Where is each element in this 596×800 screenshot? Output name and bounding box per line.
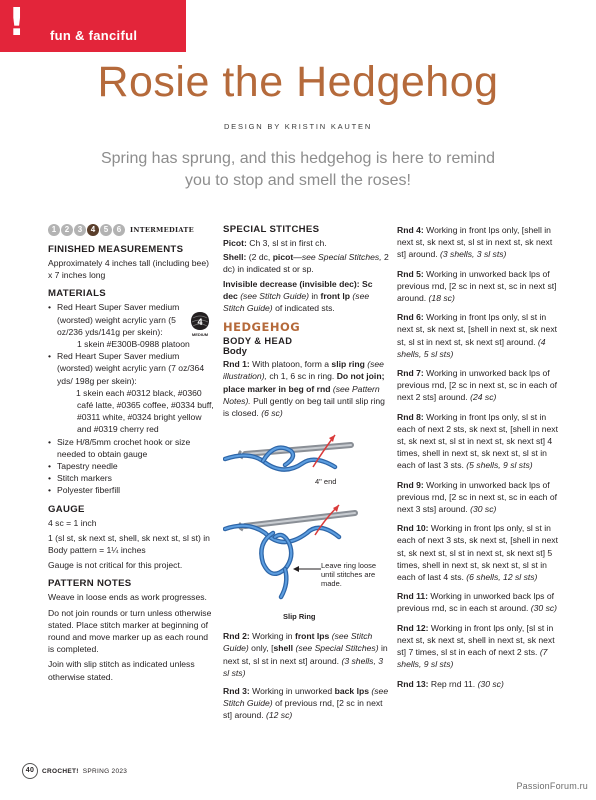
invisible-decrease-definition [223,278,389,315]
definition: in [308,290,321,301]
issue-name: SPRING 2023 [82,767,128,775]
skill-level-2: 2 [61,224,73,236]
page-title: Rosie the Hedgehog [97,58,499,106]
reference: (see Pattern Notes). [223,383,380,406]
round-text: Working in front lps only, [shell in next st, sk next st, sl st in next st, sk next st] around. [397,225,553,260]
material-sub: 1 skein each #0312 black, #0360 café latte, #0365 coffee, #0334 buff, #0311 white, #0324 bright yellow and #0319 cherry red [76,387,214,435]
list-item [48,436,214,460]
round-text: Working in unworked back lps of previous rnd, [2 sc in next st, sc in each of next 3 sts] around. [397,479,558,515]
list-item [48,472,214,484]
definition: (2 dc, [246,252,273,263]
round-text: Working in front lps only, [sl st in next st, sk next st, shell in next st, sk next st] 7 times, sl st in each of next 2 sts. [397,622,555,658]
round-text: With platoon, form a [249,359,332,370]
pattern-note: Weave in loose ends as work progresses. [48,592,207,603]
stitch-count: (30 sc) [530,603,558,614]
term: front lps [294,631,330,642]
column-middle [223,224,389,728]
definition: of indicated sts. [272,303,335,314]
round-label: Rnd 12: [397,622,429,633]
round-label: Rnd 3: [223,686,250,697]
material-sub: 1 skein #E300B-0988 platoon [77,339,190,350]
page-number: 40 [22,763,38,779]
round-9 [397,479,563,516]
reference: —see Special Stitches, [293,252,382,263]
watermark: PassionForum.ru [516,781,588,791]
body-part-heading: Body [223,346,247,358]
reference: (see Special Stitches) [293,643,379,654]
round-text: Working in front lps only, sl st in each of next 3 sts, sk next st, [shell in next st, sk next st, sl st in next st, sk next st] 5 times, shell in next st, sk next st, sl st in each of last 4 sts. [397,523,558,583]
material-line: • Red Heart Super Saver medium (worsted) weight acrylic yarn (7 oz/364 yds/ 198g per skein): [57,351,205,386]
list-item [48,301,214,350]
round-text: Working in front lps only, sl st in each of next 2 sts, sk next st, [shell in next st, sk next st, sl st in next st, sk next st] 4 times, shell in next st, sk next st, sl st in each of last 3 sts. [397,411,558,471]
round-text: Working in [249,631,295,642]
round-text: of previous rnd, [2 sc in next st] around. [223,698,383,721]
hedgehog-heading: HEDGEHOG [223,320,301,335]
stitch-count: (30 sc) [470,504,497,515]
intro-text: Spring has sprung, and this hedgehog is here to remind you to stop and smell the roses! [100,150,496,189]
reference: (see Stitch Guide) [223,631,373,654]
reference: (see Stitch Guide) [223,290,370,314]
list-item [48,350,214,435]
round-10 [397,522,563,583]
term: back lps [334,686,370,697]
term: Picot: [223,238,247,248]
term: Invisible decrease (invisible dec): Sc dec [223,278,373,301]
definition: Ch 3, sl st in first ch. [246,238,327,248]
stitch-count: (5 shells, 9 sl sts) [466,460,533,471]
material-line: Polyester fiberfill [57,485,121,496]
term: Shell: [223,252,247,263]
round-text: Working in unworked back lps of previous rnd, sc in each st around. [397,591,554,614]
round-label: Rnd 13: [397,678,429,689]
stitch-count: (18 sc) [428,293,455,304]
gauge-note: Gauge is not critical for this project. [48,560,183,571]
materials-heading: MATERIALS [48,288,106,300]
stitch-count: (24 sc) [470,392,497,403]
round-text: ch 1, 6 sc in ring. [266,371,337,382]
term: picot [272,252,294,263]
round-4 [397,224,563,261]
round-7 [397,367,563,404]
round-label: Rnd 5: [397,268,424,279]
shell-definition [223,251,389,275]
round-label: Rnd 7: [397,368,424,379]
round-text: Working in unworked back lps of previous rnd, [2 sc in next st, sc in each of next 2 sts] around. [397,368,558,403]
round-6 [397,311,563,360]
gauge-heading: GAUGE [48,503,85,515]
column-left [48,224,214,689]
round-label: Rnd 1: [223,359,250,370]
finished-heading: FINISHED MEASUREMENTS [48,244,184,255]
round-label: Rnd 9: [397,479,424,490]
magazine-name: CROCHET! [42,767,79,775]
stitch-count: (3 shells, 3 sl sts) [223,655,384,678]
slip-ring-illustration [223,421,389,626]
list-item [48,484,214,496]
reference: (see illustration), [223,359,384,382]
round-text: in next st, sl st in next st] around. [223,643,388,666]
material-line: • Red Heart Super Saver medium (worsted) weight acrylic yarn (5 oz/236 yds/141g per skein): [57,302,180,337]
stitch-count: (6 shells, 12 sl sts) [466,572,538,583]
yarn-weight-label: MEDIUM [191,332,209,338]
round-text: Working in front lps only, sl st in next st, sk next st, [shell in next st, sk next st, sl st in next st, sk next st] around. [397,312,558,347]
stitch-count: (3 shells, 3 sl sts) [440,249,507,260]
round-label: Rnd 10: [397,523,429,534]
material-line: Size H/8/5mm crochet hook or size needed to obtain gauge [57,436,191,459]
designer-byline: DESIGN BY KRISTIN KAUTEN [223,122,373,131]
section-label: fun & fanciful [50,28,138,43]
round-1 [223,358,389,419]
list-item [48,460,214,472]
pattern-note: Do not join rounds or turn unless otherwise stated. Place stitch marker at beginning of round and move marker up as each round is completed. [48,607,212,655]
section-banner [0,0,186,52]
column-right [397,224,563,697]
reference: (see Stitch Guide) [223,686,389,709]
stitch-count: (4 shells, 5 sl sts) [397,336,546,359]
body-head-subheading: BODY & HEAD [223,336,293,347]
round-8 [397,411,563,472]
special-stitches-heading: SPECIAL STITCHES [223,224,320,235]
finished-text: Approximately 4 inches tall (including bee) x 7 inches long [48,258,209,281]
pointer-arrow [293,566,321,572]
materials-list-wrap [48,301,214,496]
round-label: Rnd 8: [397,411,424,422]
round-13 [397,678,563,690]
round-2 [223,630,389,679]
round-12 [397,622,563,671]
term: shell [273,643,294,654]
skill-level-6: 6 [113,224,125,236]
round-text: Working in unworked [249,686,335,697]
stitch-count: (12 sc) [266,710,293,721]
skill-level-5: 5 [100,224,112,236]
page-footer [22,763,127,779]
skill-level-1: 1 [48,224,60,236]
exclamation-mark: ! [8,0,26,44]
round-text: Working in unworked back lps of previous rnd, [2 sc in next st, sc in next st] around. [397,268,557,304]
term: slip ring [331,359,365,370]
material-line: Tapestry needle [57,461,118,472]
materials-list [48,301,214,496]
reference: (see Stitch Guide) [237,290,309,301]
term: Do not join; place marker in beg of rnd [223,371,385,394]
round-text: Rep rnd 11. [428,678,478,689]
slip-ring-note: Leave ring loose until stitches are made. [321,561,377,589]
round-text: Pull gently on beg tail until slip ring is closed. [223,395,385,419]
pattern-note: Join with slip stitch as indicated unless otherwise stated. [48,659,195,682]
stitch-count: (30 sc) [477,678,504,689]
round-5 [397,268,563,305]
round-label: Rnd 11: [397,591,429,602]
skill-level-3: 3 [74,224,86,236]
yarn-weight-number: 4 [197,317,203,328]
round-3 [223,685,389,722]
material-line: Stitch markers [57,473,112,484]
picot-definition [223,237,389,249]
term: front lp [320,290,351,301]
stitch-count: (6 sc) [261,408,283,419]
pattern-notes-heading: PATTERN NOTES [48,578,132,590]
definition: 2 dc) in indicated st or sp. [223,252,389,275]
round-label: Rnd 6: [397,312,424,323]
round-label: Rnd 2: [223,631,250,642]
round-11 [397,590,563,614]
round-text: only, [ [248,643,274,654]
skill-level [48,224,214,236]
skill-level-label: INTERMEDIATE [130,226,194,234]
end-length-label: 4" end [315,477,337,487]
gauge-line: 1 (sl st, sk next st, shell, sk next st, sl st) in Body pattern = 1¼ inches [48,532,210,556]
skill-level-4: 4 [87,224,99,236]
slip-ring-diagram [223,421,389,626]
figure-caption: Slip Ring [283,612,316,622]
stitch-count: (7 shells, 9 sl sts) [397,647,548,670]
round-label: Rnd 4: [397,225,424,235]
gauge-line: 4 sc = 1 inch [48,517,97,528]
